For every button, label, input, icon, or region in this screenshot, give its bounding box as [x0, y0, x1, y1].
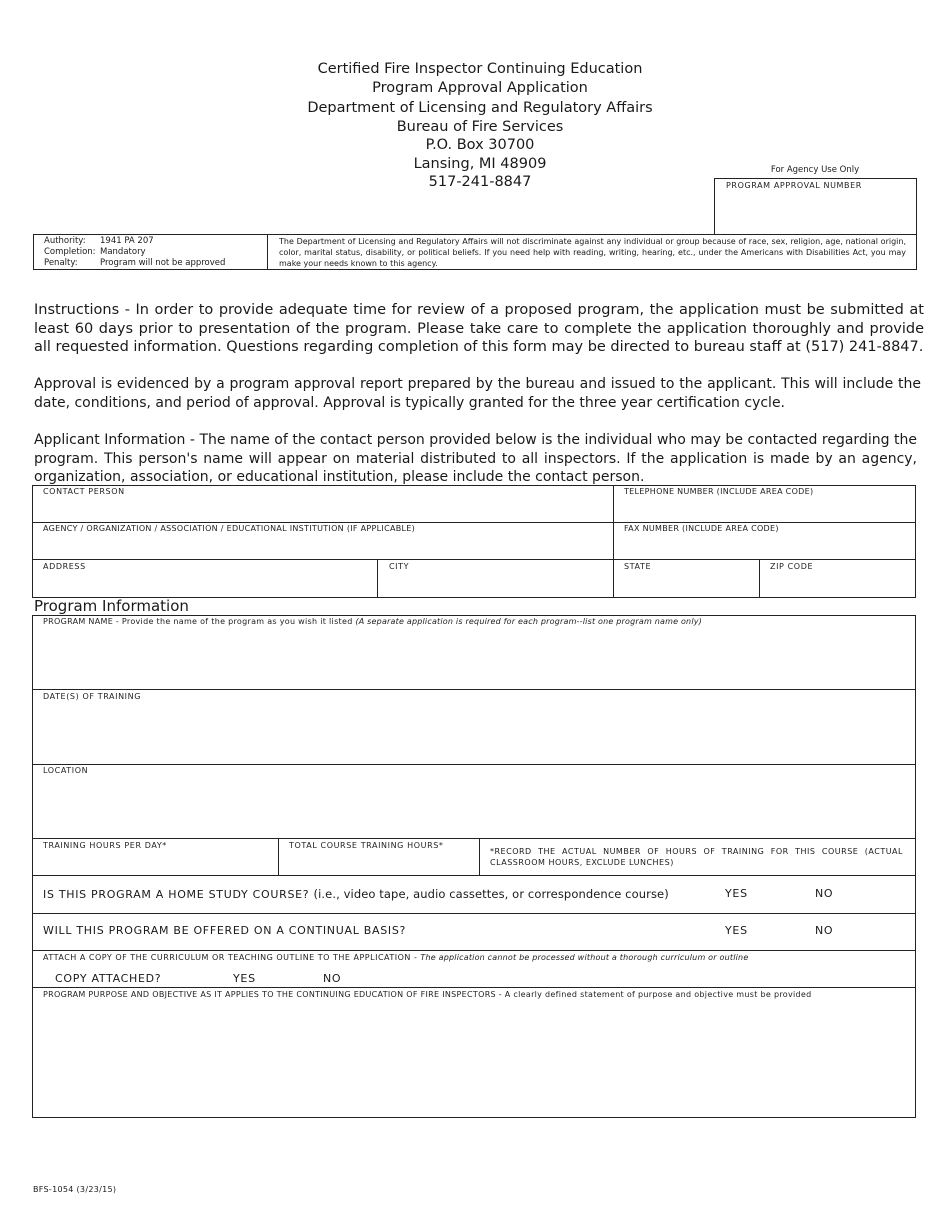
zip-field[interactable]: ZIP CODE: [770, 562, 814, 571]
curriculum-note: The application cannot be processed without a thorough curriculum or outline: [420, 953, 749, 962]
po-box: P.O. Box 30700: [425, 137, 535, 153]
program-name-note: (A separate application is required for each program--list one program name only): [355, 617, 702, 626]
program-approval-number-label: PROGRAM APPROVAL NUMBER: [726, 181, 862, 190]
copy-attached-no-option[interactable]: NO: [323, 972, 342, 985]
agency-field[interactable]: AGENCY / ORGANIZATION / ASSOCIATION / EDUCATIONAL INSTITUTION (IF APPLICABLE): [43, 524, 416, 533]
contact-person-field[interactable]: CONTACT PERSON: [43, 487, 125, 496]
curriculum-row: [43, 953, 748, 962]
hours-note: *RECORD THE ACTUAL NUMBER OF HOURS OF TRAINING FOR THIS COURSE (ACTUAL CLASSROOM HOURS, EXCLUDE LUNCHES): [490, 847, 903, 867]
form-id: BFS-1054 (3/23/15): [33, 1185, 117, 1194]
fax-field[interactable]: FAX NUMBER (INCLUDE AREA CODE): [624, 524, 779, 533]
home-study-label: IS THIS PROGRAM A HOME STUDY COURSE?: [43, 888, 310, 901]
department-name: Department of Licensing and Regulatory Affairs: [307, 100, 653, 116]
home-study-question: [43, 887, 669, 901]
city-state-zip: Lansing, MI 48909: [413, 156, 547, 172]
applicant-info-paragraph: Applicant Information - The name of the contact person provided below is the individual who may be contacted regarding the program. This person's name will appear on material distributed to all inspectors. If the application is made by an agency, organization, association, or educational institution, please include the contact person.: [34, 432, 917, 485]
home-study-note: (i.e., video tape, audio cassettes, or correspondence course): [313, 887, 669, 901]
program-approval-number-field[interactable]: [714, 178, 917, 235]
form-subtitle: Program Approval Application: [372, 80, 588, 96]
form-title: Certified Fire Inspector Continuing Education: [317, 61, 643, 77]
nondiscrimination-statement: The Department of Licensing and Regulatory Affairs will not discriminate against any individual or group because of race, sex, religion, age, national origin, color, marital status, disability, or political beliefs. If you need help with reading, writing, hearing, etc., under the Americans with Disabilities Act, you may make your needs known to this agency.: [279, 237, 906, 268]
bureau-name: Bureau of Fire Services: [396, 119, 564, 135]
program-info-heading: Program Information: [34, 597, 189, 615]
continual-yes-option[interactable]: YES: [725, 924, 748, 937]
authority-value: 1941 PA 207: [100, 236, 154, 246]
continual-no-option[interactable]: NO: [815, 924, 834, 937]
approval-paragraph: Approval is evidenced by a program approval report prepared by the bureau and issued to the applicant. This will include the date, conditions, and period of approval. Approval is typically granted for the three year certification cycle.: [34, 376, 921, 411]
penalty-value: Program will not be approved: [100, 258, 226, 268]
copy-attached-yes-option[interactable]: YES: [233, 972, 256, 985]
telephone-field[interactable]: TELEPHONE NUMBER (INCLUDE AREA CODE): [624, 487, 814, 496]
home-study-yes-option[interactable]: YES: [725, 887, 748, 900]
copy-attached-label: COPY ATTACHED?: [55, 972, 162, 985]
address-field[interactable]: ADDRESS: [43, 562, 86, 571]
agency-use-only: For Agency Use Only: [770, 165, 860, 175]
program-name-field[interactable]: [43, 617, 702, 626]
completion-label: Completion:: [44, 247, 96, 257]
phone-number: 517-241-8847: [428, 174, 532, 190]
dates-of-training-field[interactable]: DATE(S) OF TRAINING: [43, 692, 141, 701]
home-study-no-option[interactable]: NO: [815, 887, 834, 900]
training-hours-per-day-field[interactable]: TRAINING HOURS PER DAY*: [43, 841, 167, 850]
instructions-paragraph: Instructions - In order to provide adequate time for review of a proposed program, the application must be submitted at least 60 days prior to presentation of the program. Please take care to complete the application thoroughly and provide all requested information. Questions regarding completion of this form may be directed to bureau staff at (517) 241-8847.: [34, 302, 924, 355]
curriculum-label: ATTACH A COPY OF THE CURRICULUM OR TEACHING OUTLINE TO THE APPLICATION -: [43, 953, 418, 962]
completion-value: Mandatory: [100, 247, 146, 257]
city-field[interactable]: CITY: [389, 562, 410, 571]
continual-basis-question: WILL THIS PROGRAM BE OFFERED ON A CONTINUAL BASIS?: [43, 924, 407, 937]
total-course-hours-field[interactable]: TOTAL COURSE TRAINING HOURS*: [289, 841, 444, 850]
state-field[interactable]: STATE: [624, 562, 652, 571]
location-field[interactable]: LOCATION: [43, 766, 89, 775]
applicant-table: [32, 485, 916, 598]
program-name-label: PROGRAM NAME - Provide the name of the program as you wish it listed: [43, 617, 353, 626]
authority-label: Authority:: [44, 236, 86, 246]
penalty-label: Penalty:: [44, 258, 78, 268]
program-purpose-field[interactable]: PROGRAM PURPOSE AND OBJECTIVE AS IT APPLIES TO THE CONTINUING EDUCATION OF FIRE INSPECTORS - A clearly defined statement of purpose and objective must be provided: [43, 990, 812, 999]
